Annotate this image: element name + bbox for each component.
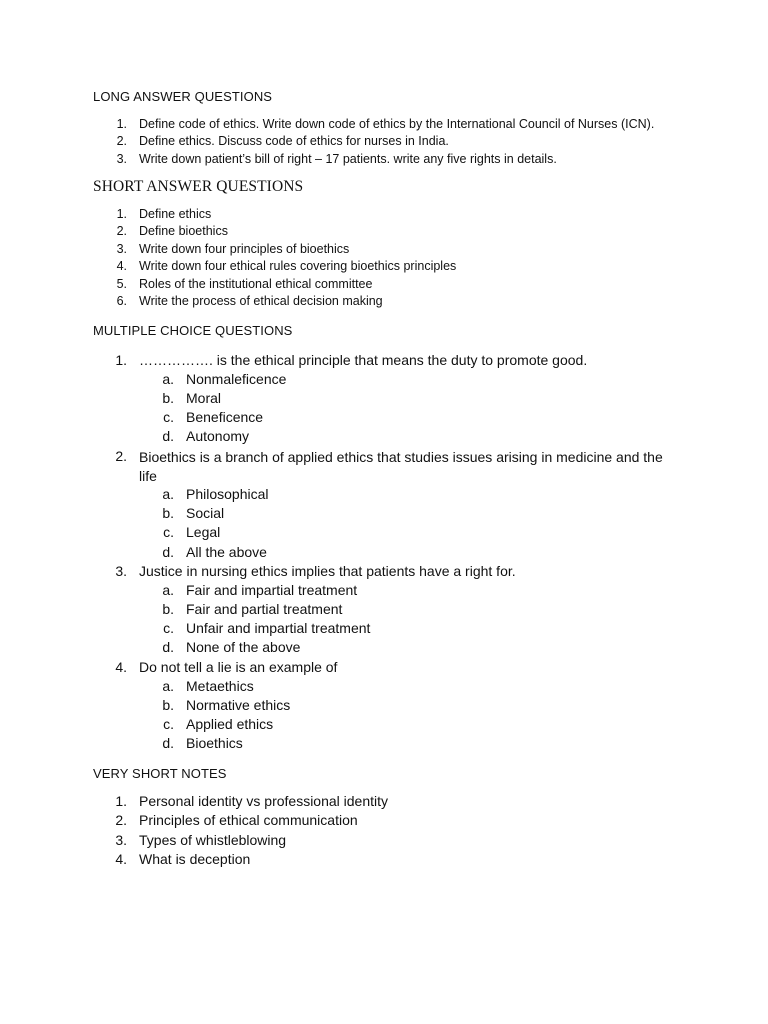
mcq-heading: MULTIPLE CHOICE QUESTIONS [93,323,293,338]
item-number: 2. [116,134,127,148]
option-text: Fair and partial treatment [186,601,343,617]
option-text: Fair and impartial treatment [186,582,358,598]
very-short-heading: VERY SHORT NOTES [93,766,227,781]
item-number: 1. [116,207,127,221]
option-letter: a. [162,371,174,387]
item-number: 4. [116,259,127,273]
option-letter: c. [163,409,174,425]
item-number: 2. [116,224,127,238]
option-text: Autonomy [186,428,250,444]
item-text: What is deception [139,851,251,867]
option-letter: d. [162,428,174,444]
item-number: 5. [116,277,127,291]
option-letter: b. [162,601,174,617]
item-number: 3. [115,832,127,848]
question-text: ……………. is the ethical principle that means the duty to promote good. [139,352,588,368]
option-letter: d. [162,639,174,655]
option-text: Metaethics [186,678,254,694]
option-letter: d. [162,544,174,560]
question-number: 4. [115,659,127,675]
option-text: Legal [186,524,221,540]
option-letter: d. [162,735,174,751]
question-text: Justice in nursing ethics implies that patients have a right for. [139,563,516,579]
item-number: 3. [116,152,127,166]
option-letter: c. [163,716,174,732]
option-letter: a. [162,582,174,598]
option-letter: b. [162,505,174,521]
item-text: Define code of ethics. Write down code of ethics by the International Council of Nurses (ICN). [139,117,655,131]
option-text: None of the above [186,639,301,655]
item-text: Types of whistleblowing [139,832,287,848]
item-text: Principles of ethical communication [139,812,358,828]
item-text: Define ethics [139,207,212,221]
item-number: 2. [115,812,127,828]
item-number: 1. [115,793,127,809]
item-number: 4. [115,851,127,867]
item-text: Write down four principles of bioethics [139,242,350,256]
option-text: Social [186,505,225,521]
option-text: Philosophical [186,486,269,502]
option-letter: b. [162,697,174,713]
item-text: Define ethics. Discuss code of ethics for nurses in India. [139,134,449,148]
item-text: Write down patient’s bill of right – 17 patients. write any five rights in details. [139,152,557,166]
item-number: 1. [116,117,127,131]
option-letter: a. [162,486,174,502]
option-letter: a. [162,678,174,694]
option-text: Beneficence [186,409,264,425]
item-number: 3. [116,242,127,256]
question-number: 3. [115,563,127,579]
item-number: 6. [116,294,127,308]
option-letter: c. [163,620,174,636]
item-text: Roles of the institutional ethical committee [139,277,373,291]
option-text: Normative ethics [186,697,291,713]
long-answer-heading: LONG ANSWER QUESTIONS [93,89,273,104]
option-text: Bioethics [186,735,243,751]
question-number: 2. [115,448,127,464]
short-answer-heading: SHORT ANSWER QUESTIONS [93,178,304,195]
option-letter: c. [163,524,174,540]
option-text: All the above [186,544,267,560]
option-letter: b. [162,390,174,406]
item-text: Personal identity vs professional identity [139,793,389,809]
item-text: Write down four ethical rules covering bioethics principles [139,259,457,273]
option-text: Applied ethics [186,716,274,732]
option-text: Nonmaleficence [186,371,287,387]
question-text: Bioethics is a branch of applied ethics that studies issues arising in medicine and the life [139,449,663,484]
item-text: Write the process of ethical decision making [139,294,383,308]
item-text: Define bioethics [139,224,228,238]
question-text: Do not tell a lie is an example of [139,659,338,675]
question-number: 1. [115,352,127,368]
option-text: Moral [186,390,222,406]
option-text: Unfair and impartial treatment [186,620,371,636]
